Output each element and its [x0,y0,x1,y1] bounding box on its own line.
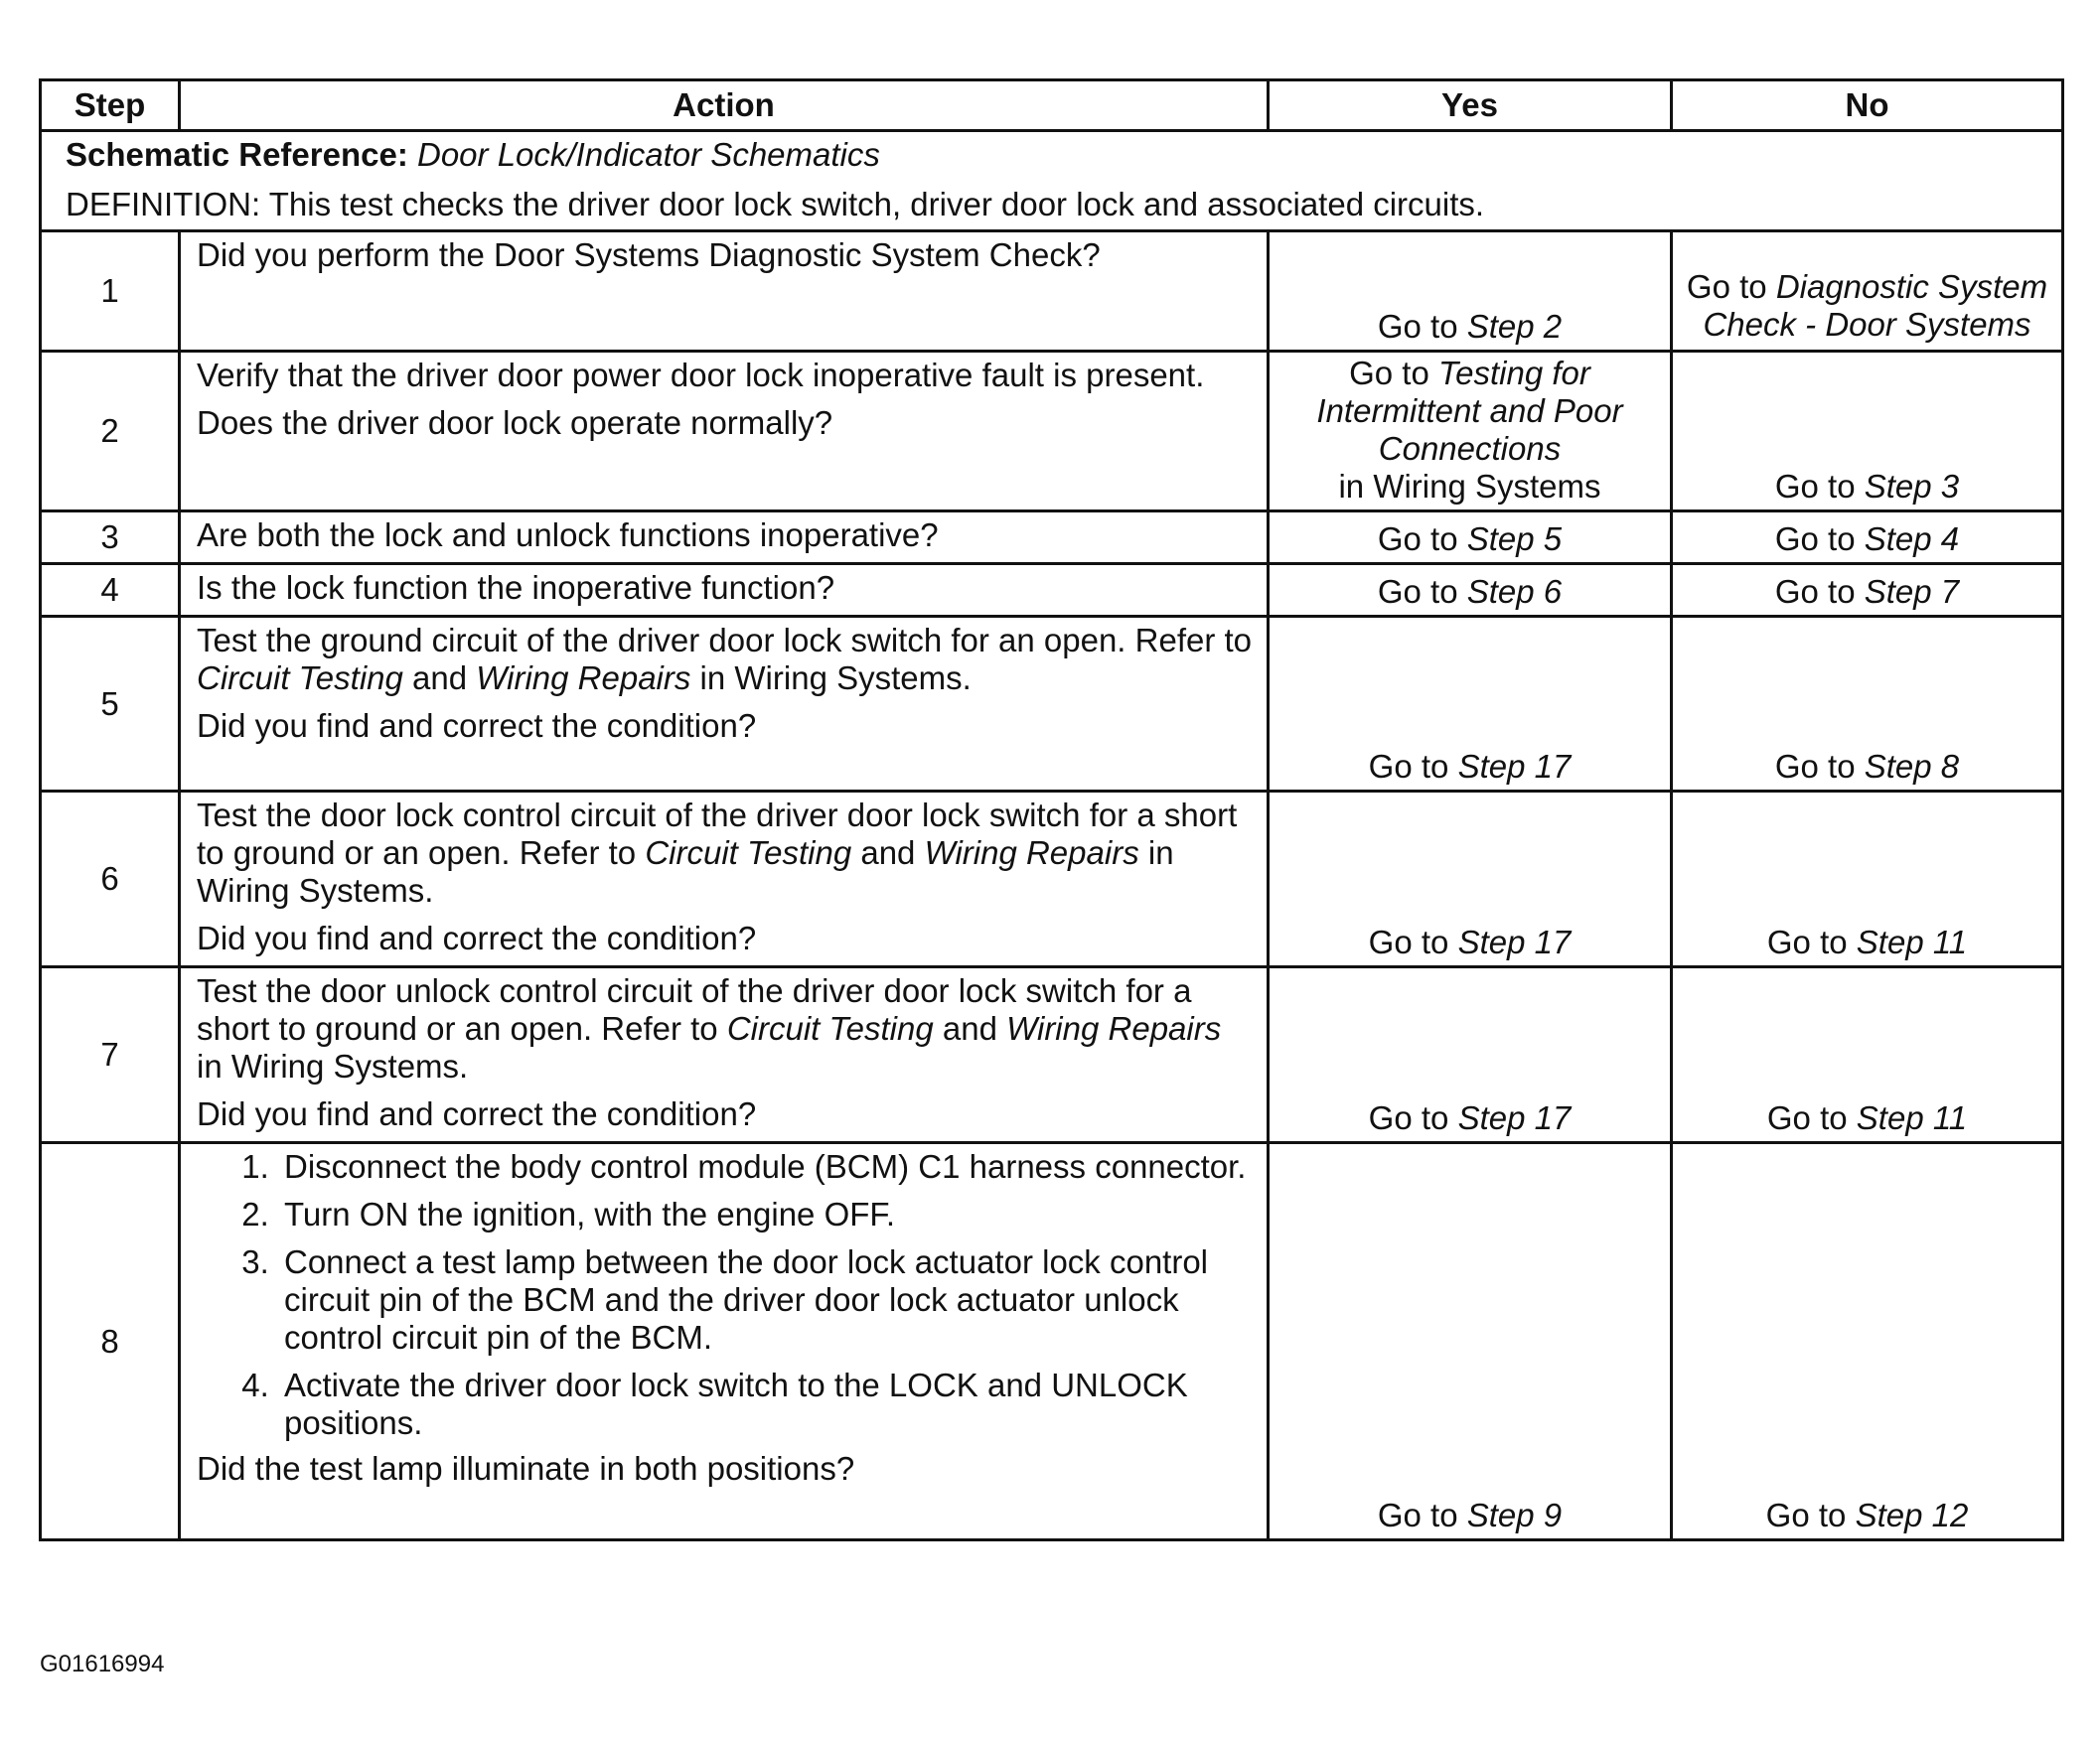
wiring-repairs-link[interactable]: Wiring Repairs [1006,1010,1222,1047]
action-cell [180,511,1269,564]
action-cell [180,231,1269,352]
table-row [41,564,2063,617]
no-link[interactable]: Step 8 [1864,748,1960,785]
circuit-testing-link[interactable]: Circuit Testing [197,659,403,696]
yes-prefix: Go to [1368,748,1458,785]
header-row [41,80,2063,131]
yes-link[interactable]: Step 9 [1466,1497,1563,1533]
no-link[interactable]: Diagnostic System Check - Door Systems [1703,268,2048,343]
yes-prefix: Go to [1368,924,1458,960]
no-prefix: Go to [1774,468,1865,505]
no-cell [1672,511,2063,564]
no-link[interactable]: Step 11 [1856,924,1968,960]
substep-item: 2. Turn ON the ignition, with the engine OFF. [278,1196,1253,1234]
yes-prefix: Go to [1377,573,1467,610]
no-prefix: Go to [1765,1497,1856,1533]
step-number: 6 [41,792,180,967]
no-link[interactable]: Step 7 [1864,573,1960,610]
no-link[interactable]: Step 12 [1855,1497,1969,1533]
yes-cell [1269,1143,1672,1540]
figure-id: G01616994 [40,1651,165,1677]
action-text [197,972,1253,1086]
table-row [41,1143,2063,1540]
no-cell [1672,352,2063,511]
action-text-part: in Wiring Systems. [690,659,972,696]
substep-item: 3. Connect a test lamp between the door lock actuator lock control circuit pin of the BCM and the driver door lock actuator unlock control circuit pin of the BCM. [278,1243,1253,1357]
step-number: 3 [41,511,180,564]
action-question: Did you perform the Door Systems Diagnostic System Check? [197,236,1101,273]
action-cell [180,792,1269,967]
no-prefix: Go to [1774,573,1865,610]
no-prefix: Go to [1774,520,1865,557]
header-step: Step [41,80,180,131]
no-cell [1672,792,2063,967]
no-prefix: Go to [1686,268,1776,305]
yes-cell [1269,511,1672,564]
yes-link[interactable]: Testing for Intermittent and Poor Connections [1316,355,1623,467]
definition-text: DEFINITION: This test checks the driver door lock switch, driver door lock and associated circuits. [66,186,1485,222]
step-number: 4 [41,564,180,617]
yes-prefix: Go to [1349,355,1438,391]
diagnostic-table [39,78,2064,1541]
header-no: No [1672,80,2063,131]
yes-link[interactable]: Step 17 [1457,924,1572,960]
yes-cell [1269,792,1672,967]
no-prefix: Go to [1766,924,1857,960]
table-row [41,511,2063,564]
yes-prefix: Go to [1377,520,1467,557]
step-number: 1 [41,231,180,352]
yes-link[interactable]: Step 17 [1457,1099,1572,1136]
table-row [41,792,2063,967]
wiring-repairs-link[interactable]: Wiring Repairs [924,834,1139,871]
action-cell [180,352,1269,511]
action-question: Did you find and correct the condition? [197,920,757,956]
yes-cell [1269,617,1672,792]
yes-prefix: Go to [1377,1497,1467,1533]
circuit-testing-link[interactable]: Circuit Testing [726,1010,934,1047]
yes-cell [1269,967,1672,1143]
action-cell [180,564,1269,617]
step-number: 8 [41,1143,180,1540]
action-text-part: and [402,659,477,696]
action-text [197,622,1253,697]
yes-cell [1269,564,1672,617]
yes-link[interactable]: Step 5 [1466,520,1563,557]
action-cell [180,967,1269,1143]
reference-row [41,131,2063,231]
yes-suffix: in Wiring Systems [1338,468,1601,505]
schematic-reference-label: Schematic Reference: [66,136,408,173]
schematic-reference-link[interactable]: Door Lock/Indicator Schematics [417,136,880,173]
action-text [197,797,1253,910]
circuit-testing-link[interactable]: Circuit Testing [645,834,852,871]
action-question: Did you find and correct the condition? [197,707,757,744]
action-text-part: and [933,1010,1007,1047]
table-row [41,967,2063,1143]
reference-cell [41,131,2063,231]
table-row [41,617,2063,792]
yes-cell [1269,231,1672,352]
no-link[interactable]: Step 3 [1864,468,1960,505]
yes-link[interactable]: Step 17 [1457,748,1572,785]
no-link[interactable]: Step 11 [1856,1099,1968,1136]
no-cell [1672,564,2063,617]
no-link[interactable]: Step 4 [1864,520,1960,557]
no-prefix: Go to [1766,1099,1857,1136]
action-text-part: Test the door unlock control circuit of the driver door lock switch for a short to ground or an open. Refer to [197,972,1192,1047]
substep-item: 1. Disconnect the body control module (BCM) C1 harness connector. [278,1148,1253,1186]
substep-item: 4. Activate the driver door lock switch to the LOCK and UNLOCK positions. [278,1367,1253,1442]
action-question: Are both the lock and unlock functions inoperative? [197,516,939,553]
table-row [41,231,2063,352]
step-number: 7 [41,967,180,1143]
yes-prefix: Go to [1377,308,1467,345]
no-cell [1672,231,2063,352]
wiring-repairs-link[interactable]: Wiring Repairs [476,659,691,696]
action-text-part: Test the ground circuit of the driver door lock switch for an open. Refer to [197,622,1253,658]
yes-link[interactable]: Step 6 [1466,573,1563,610]
header-action: Action [180,80,1269,131]
action-text: Verify that the driver door power door lock inoperative fault is present. [197,357,1205,393]
table-row [41,352,2063,511]
yes-link[interactable]: Step 2 [1466,308,1563,345]
no-cell [1672,617,2063,792]
header-yes: Yes [1269,80,1672,131]
yes-prefix: Go to [1368,1099,1458,1136]
action-text-part: Test the door lock control circuit of the driver door lock switch for a short to ground or an open. Refer to [197,797,1238,871]
no-cell [1672,967,2063,1143]
schematic-reference [66,136,2037,174]
step-number: 2 [41,352,180,511]
action-question: Does the driver door lock operate normally? [197,404,833,441]
yes-cell [1269,352,1672,511]
action-question: Did the test lamp illuminate in both positions? [197,1450,855,1487]
action-question: Is the lock function the inoperative function? [197,569,835,606]
action-cell [180,1143,1269,1540]
action-question: Did you find and correct the condition? [197,1095,757,1132]
no-prefix: Go to [1774,748,1865,785]
action-text-part: and [851,834,925,871]
action-cell [180,617,1269,792]
no-cell [1672,1143,2063,1540]
action-text-part: in Wiring Systems. [197,834,1174,909]
action-text-part: in Wiring Systems. [197,1048,469,1085]
substep-list [197,1148,1253,1442]
step-number: 5 [41,617,180,792]
